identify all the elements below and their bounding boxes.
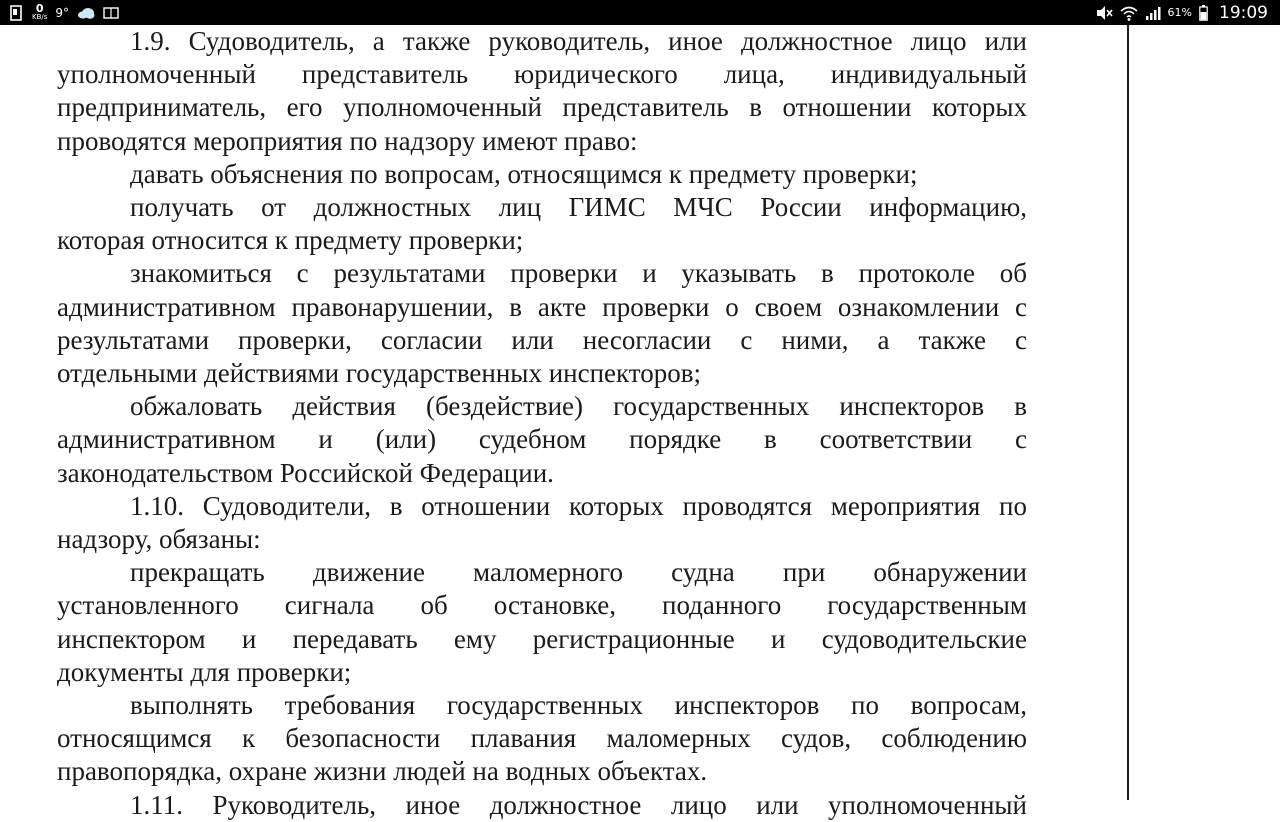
mute-icon xyxy=(1095,5,1113,21)
document-text-line: которая относится к предмету проверки; xyxy=(57,225,524,256)
temperature: 9° xyxy=(55,5,70,20)
document-text-line: законодательством Российской Федерации. xyxy=(57,457,554,488)
screen-mirror-icon xyxy=(103,7,119,19)
network-speed-unit: KB/s xyxy=(32,12,48,21)
document-text-line: прекращать движение маломерного судна при обнаружении xyxy=(130,557,1027,588)
document-text-line: проводятся мероприятия по надзору имеют право: xyxy=(57,125,638,156)
document-text-line: уполномоченный представитель юридического лица, индивидуальный xyxy=(57,59,1027,90)
battery-percent: 61% xyxy=(1167,6,1192,19)
document-text-line: 1.11. Руководитель, иное должностное лицо или уполномоченный xyxy=(130,789,1027,820)
document-text-line: получать от должностных лиц ГИМС МЧС России информацию, xyxy=(130,192,1027,223)
document-text-line: 1.10. Судоводители, в отношении которых проводятся мероприятия по xyxy=(130,490,1027,521)
document-text-line: документы для проверки; xyxy=(57,656,352,687)
signal-icon xyxy=(1145,6,1161,20)
status-bar xyxy=(0,0,1280,25)
status-bar-left xyxy=(10,0,119,25)
document-text-line: правопорядка, охране жизни людей на водных объектах. xyxy=(57,756,708,787)
document-page xyxy=(57,25,1027,820)
document-text-line: давать объяснения по вопросам, относящимся к предмету проверки; xyxy=(130,158,918,189)
document-text-line: обжаловать действия (бездействие) государственных инспекторов в xyxy=(130,391,1027,422)
clock: 19:09 xyxy=(1219,2,1268,23)
network-speed-value: 0 xyxy=(35,1,44,15)
status-bar-right xyxy=(1095,0,1268,25)
document-text-line: административном правонарушении, в акте проверки о своем ознакомлении с xyxy=(57,291,1027,322)
network-speed xyxy=(32,1,48,21)
document-text-line: установленного сигнала об остановке, поданного государственным xyxy=(57,590,1027,621)
document-text-line: инспектором и передавать ему регистрационные и судоводительские xyxy=(57,623,1027,654)
document-text-line: 1.9. Судоводитель, а также руководитель, иное должностное лицо или xyxy=(130,26,1027,56)
document-text-line: отдельными действиями государственных инспекторов; xyxy=(57,358,701,389)
weather-cloud-icon xyxy=(77,7,95,19)
document-icon xyxy=(10,5,22,21)
document-text-line: надзору, обязаны: xyxy=(57,524,261,555)
document-text-line: результатами проверки, согласии или несогласии с ними, а также с xyxy=(57,324,1027,355)
document-text-line: административном и (или) судебном порядке в соответствии с xyxy=(57,424,1027,455)
page-edge-divider xyxy=(1127,25,1129,800)
document-text-line: знакомиться с результатами проверки и указывать в протоколе об xyxy=(130,258,1027,289)
battery-icon xyxy=(1199,5,1208,21)
document-text-line: выполнять требования государственных инспекторов по вопросам, xyxy=(130,690,1027,721)
document-text-line: относящимся к безопасности плавания маломерных судов, соблюдению xyxy=(57,723,1027,754)
document-text-line: предприниматель, его уполномоченный представитель в отношении которых xyxy=(57,92,1027,123)
document-viewer[interactable] xyxy=(0,25,1280,820)
wifi-icon xyxy=(1120,5,1138,21)
